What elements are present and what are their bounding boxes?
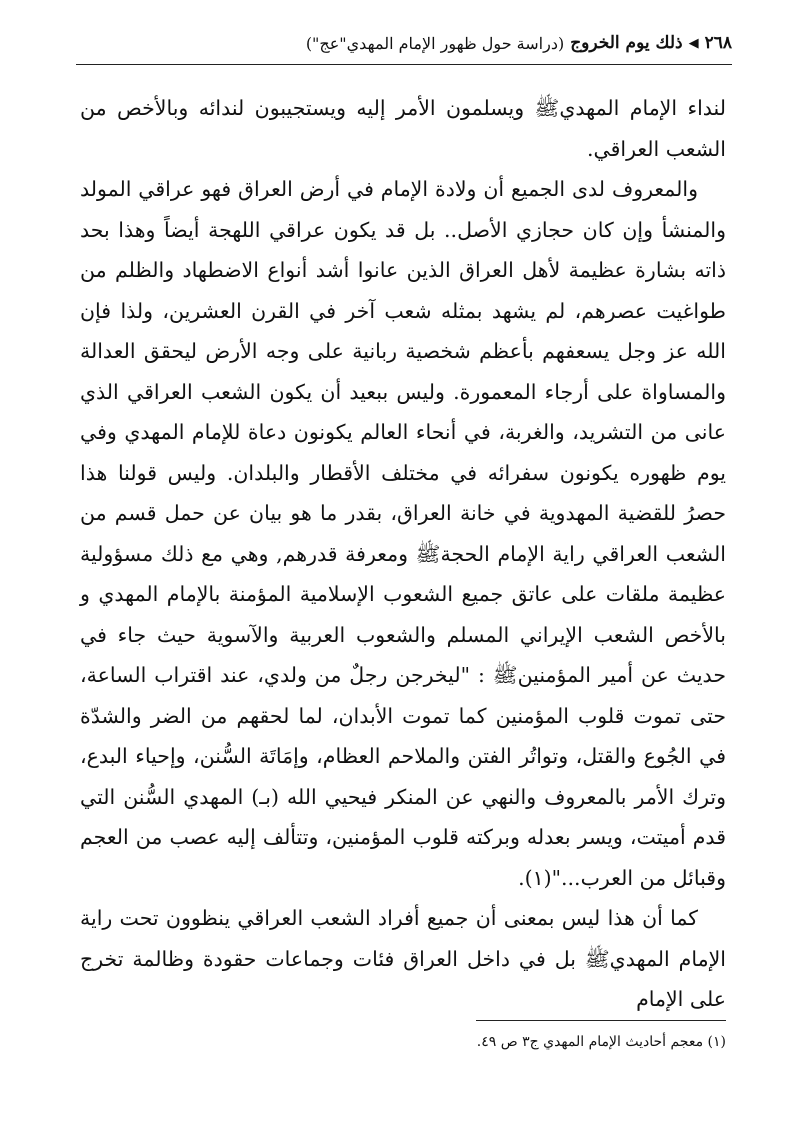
- body-text: [80, 88, 726, 1020]
- arrow-icon: ◀: [688, 35, 699, 51]
- book-title: ذلك يوم الخروج: [570, 33, 683, 53]
- paragraph-2: والمعروف لدى الجميع أن ولادة الإمام في أرض العراق فهو عراقي المولد والمنشأ وإن كان حجازي الأصل.. بل قد يكون عراقي اللهجة أيضاً وهذا بحد ذاته بشارة عظيمة لأهل العراق الذين عانوا أشد أنواع الاضطهاد والظلم من طواغيت عصرهم، لم يشهد بمثله شعب آخر في القرن العشرين، ولذا فإن الله عز وجل يسعفهم بأعظم شخصية ربانية على وجه الأرض ليحقق العدالة والمساواة على أرجاء المعمورة. وليس ببعيد أن يكون الشعب العراقي الذي عانى من التشريد، والغربة، في أنحاء العالم يكونون دعاة للإمام المهدي وفي يوم ظهوره يكونون سفرائه في مختلف الأقطار والبلدان. وليس قولنا هذا حصرُ للقضية المهدوية في خانة العراق، بقدر ما هو بيان عن حمل قسم من الشعب العراقي راية الإمام الحجةﷺ ومعرفة قدرهم, وهي مع ذلك مسؤولية عظيمة ملقات على عاتق جميع الشعوب الإسلامية المؤمنة بالإمام المهدي و بالأخص الشعب الإيراني المسلم والشعوب العربية والآسوية حيث جاء في حديث عن أمير المؤمنينﷺ : "ليخرجن رجلٌ من ولدي، عند اقتراب الساعة، حتى تموت قلوب المؤمنين كما تموت الأبدان، لما لحقهم من الضر والشدّة في الجُوع والقتل، وتواتُر الفتن والملاحم العظام، وإمَاتَة السُّنن، وإحياء البدع، وترك الأمر بالمعروف والنهي عن المنكر فيحيي الله (بـ) المهدي السُّنن التي قدم أميتت، ويسر بعدله وبركته قلوب المؤمنين، وتتألف إليه عصب من العجم وقبائل من العرب..."(١).: [80, 177, 726, 890]
- book-subtitle: (دراسة حول ظهور الإمام المهدي"عج"): [305, 33, 565, 53]
- paragraph-3: كما أن هذا ليس بمعنى أن جميع أفراد الشعب العراقي ينظوون تحت راية الإمام المهديﷺ بل في داخل العراق فئات وجماعات حقودة وظالمة تخرج على الإمام: [80, 906, 726, 1011]
- paragraph-1: لنداء الإمام المهديﷺ ويسلمون الأمر إليه ويستجيبون لندائه وبالأخص من الشعب العراقي.: [80, 96, 726, 161]
- page-number: ٢٦٨: [704, 33, 732, 53]
- footnote-divider: [476, 1020, 726, 1021]
- running-header: [300, 28, 732, 58]
- header-divider: [76, 64, 732, 65]
- footnote: (١) معجم أحاديث الإمام المهدي ج٣ ص ٤٩.: [476, 1034, 726, 1050]
